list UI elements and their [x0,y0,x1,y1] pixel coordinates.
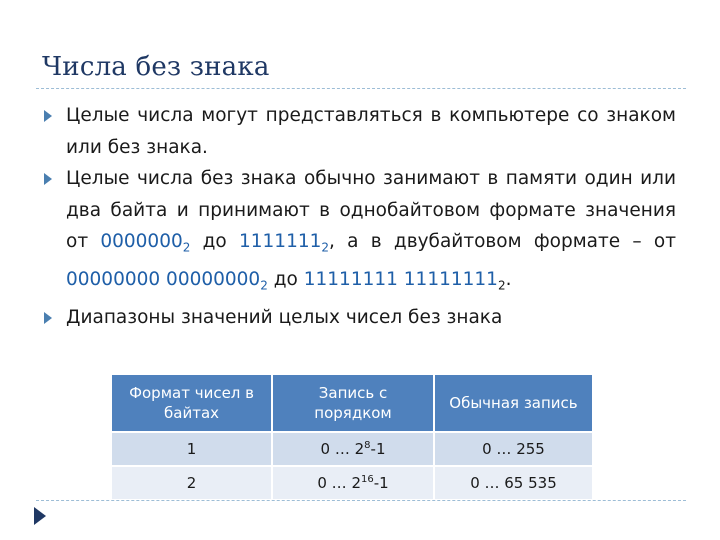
exp-power: 16 [360,474,374,485]
number-base: 2 [497,278,506,293]
cell-exponent [272,466,434,499]
bullet-item-2 [40,163,676,302]
nav-triangle-icon [34,507,46,525]
column-header: Формат чисел в байтах [112,375,272,432]
bullet-text-part: до [190,231,239,252]
bullet-list [40,100,676,334]
number-base: 2 [182,240,191,255]
bullet-text-part: до [267,269,304,291]
table-row [112,466,592,499]
exp-suffix: -1 [373,474,389,492]
table-header-row [112,375,592,432]
bullet-arrow-icon [44,312,52,324]
table-row [112,432,592,466]
binary-value: 1111111 [239,231,322,252]
bullet-text-part: . [505,269,512,291]
footer-divider [36,500,686,501]
exp-suffix: -1 [370,440,386,458]
cell-plain: 0 … 65 535 [434,466,592,499]
bullet-item-1 [40,100,676,163]
exp-power: 8 [364,440,371,451]
bullet-item-3 [40,302,676,334]
bullet-text: Целые числа могут представляться в компьютере со знаком или без знака. [66,105,676,158]
title-divider [36,88,686,89]
cell-bytes: 2 [112,466,272,499]
column-header: Запись с порядком [272,375,434,432]
binary-value: 0000000 [100,231,183,252]
number-base: 2 [321,240,330,255]
bullet-text: Диапазоны значений целых чисел без знака [66,307,503,329]
exp-base: 0 … 2 [320,440,365,458]
cell-bytes: 1 [112,432,272,466]
bullet-text-part: Целые числа без знака обычно занимают в памяти один или два байта и принимают в однобайтовом формате значения от [66,168,676,252]
ranges-table [112,375,592,499]
binary-value: 11111111 11111111 [303,269,498,291]
number-base: 2 [260,278,268,293]
bullet-arrow-icon [44,110,52,122]
cell-plain: 0 … 255 [434,432,592,466]
column-header: Обычная запись [434,375,592,432]
exp-base: 0 … 2 [317,474,361,492]
bullet-arrow-icon [44,173,52,185]
bullet-text-part: , а в двубайтовом формате – от [329,231,676,252]
slide-title: Числа без знака [42,52,270,82]
binary-value: 00000000 00000000 [66,269,261,291]
cell-exponent [272,432,434,466]
